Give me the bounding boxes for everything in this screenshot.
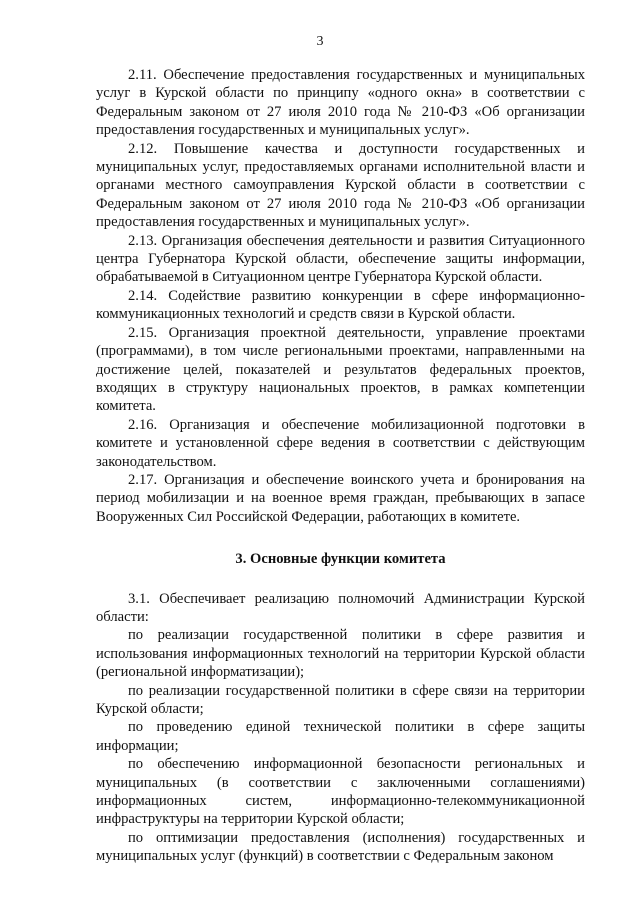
item-3-1: 3.1. Обеспечивает реализацию полномочий Администрации Курской области:: [96, 590, 585, 625]
function-item: по реализации государственной политики в сфере связи на территории Курской области;: [96, 682, 585, 717]
function-item: по оптимизации предоставления (исполнения) государственных и муниципальных услуг (функций) в соответствии с Федеральным законом: [96, 829, 585, 865]
item-2-12: 2.12. Повышение качества и доступности государственных и муниципальных услуг, предоставляемых органами исполнительной власти и органами местного самоуправления Курской области в соответствии с Федеральным законом от 27 июля 2010 года № 210-ФЗ «Об организации предоставления государственных и муниципальных услуг».: [96, 140, 585, 231]
item-2-15: 2.15. Организация проектной деятельности, управление проектами (программами), в том числе региональными проектами, направленными на достижение целей, показателей и результатов федеральных проектов, входящих в структуру национальных проектов, в рамках компетенции комитета.: [96, 324, 585, 415]
item-2-13: 2.13. Организация обеспечения деятельности и развития Ситуационного центра Губернатора Курской области, обеспечение защиты информации, обрабатываемой в Ситуационном центре Губернатора Курской области.: [96, 232, 585, 286]
function-item: по проведению единой технической политики в сфере защиты информации;: [96, 719, 585, 754]
function-item: по обеспечению информационной безопасности региональных и муниципальных (в соответствии с заключенными соглашениями) информационных систем, информационно-телекоммуникационной инфраструктуры на территории Курской области;: [96, 756, 585, 828]
item-2-11: 2.11. Обеспечение предоставления государственных и муниципальных услуг в Курской области по принципу «одного окна» в соответствии с Федеральным законом от 27 июля 2010 года № 210-ФЗ «Об организации предоставления государственных и муниципальных услуг».: [96, 67, 585, 139]
item-2-14: 2.14. Содействие развитию конкуренции в сфере информационно-коммуникационных технологий и средств связи в Курской области.: [96, 287, 585, 323]
section-heading: 3. Основные функции комитета: [235, 551, 446, 568]
function-item: по реализации государственной политики в сфере развития и использования информационных технологий на территории Курской области (региональной информатизации);: [96, 627, 585, 681]
page-number: 3: [316, 34, 324, 49]
document-body: [96, 66, 585, 866]
item-2-16: 2.16. Организация и обеспечение мобилизационной подготовки в комитете и установленной сфере ведения в соответствии с действующим законодательством.: [96, 416, 585, 470]
item-2-17: 2.17. Организация и обеспечение воинского учета и бронирования на период мобилизации и на военное время граждан, пребывающих в запасе Вооруженных Сил Российской Федерации, работающих в комитете.: [96, 471, 585, 525]
